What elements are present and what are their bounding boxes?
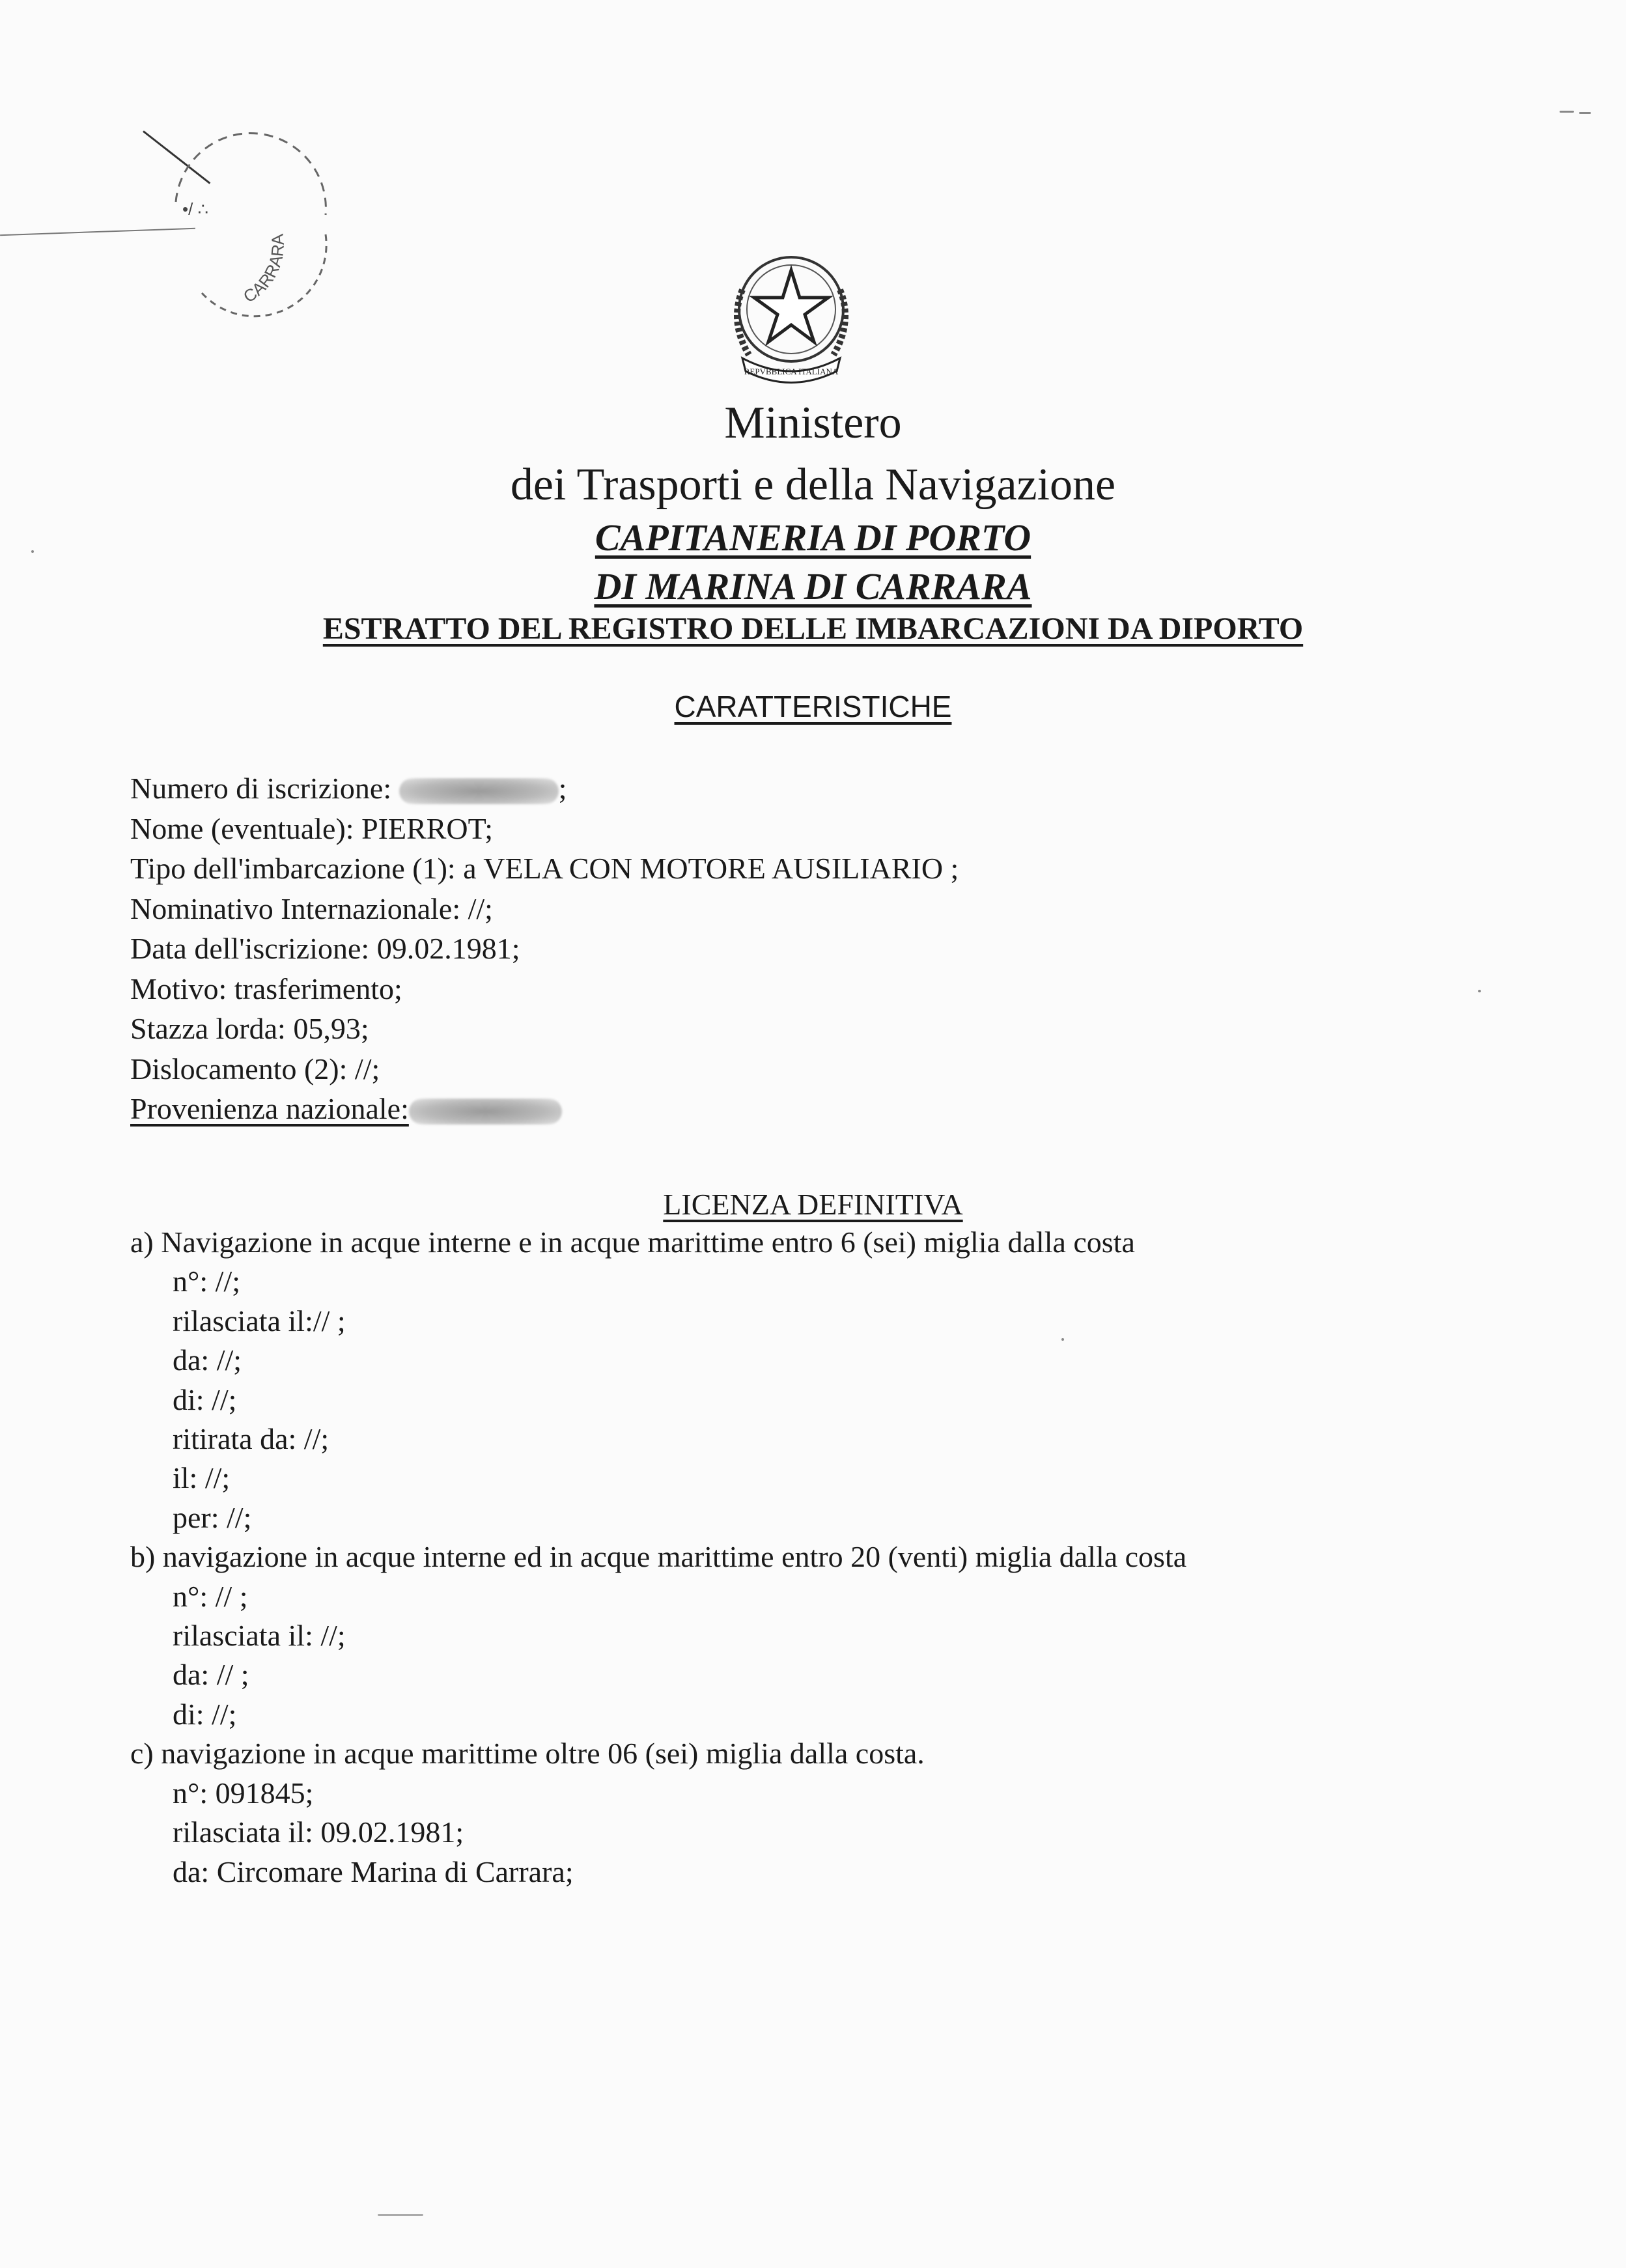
numero-iscrizione-end: ; [558, 772, 567, 805]
office-line-1: CAPITANERIA DI PORTO [595, 516, 1031, 559]
licenza-sections [130, 1223, 1563, 1892]
licenza-b-title: b) navigazione in acque interne ed in acque marittime entro 20 (venti) miglia dalla costa [130, 1540, 1187, 1574]
section-heading-caratteristiche: CARATTERISTICHE [674, 690, 952, 723]
licenza-b-line: n°: // ; [173, 1579, 248, 1613]
scan-speck [1560, 111, 1574, 113]
numero-iscrizione-label: Numero di iscrizione: [130, 772, 399, 805]
scan-speck [378, 2214, 423, 2216]
port-stamp-icon [130, 130, 339, 326]
office-line-2: DI MARINA DI CARRARA [594, 565, 1032, 608]
ministry-heading: Ministero [724, 398, 902, 448]
motivo-row: Motivo: trasferimento; [130, 972, 402, 1005]
scan-speck [1061, 1338, 1064, 1341]
numero-iscrizione-row [130, 768, 1498, 809]
ministry-name: dei Trasporti e della Navigazione [510, 460, 1116, 510]
provenienza-label: Provenienza nazionale: [130, 1092, 409, 1125]
licenza-b-line: da: // ; [173, 1658, 249, 1692]
licenza-a-line: per: //; [173, 1500, 252, 1534]
licenza-b-line: di: //; [173, 1697, 237, 1731]
svg-text:•/ ∴: •/ ∴ [182, 199, 209, 219]
stazza-row: Stazza lorda: 05,93; [130, 1012, 369, 1045]
licenza-c-line: da: Circomare Marina di Carrara; [173, 1855, 574, 1888]
repubblica-italiana-emblem-icon [723, 244, 860, 391]
caratteristiche-fields [130, 768, 1498, 1129]
licenza-a-line: rilasciata il:// ; [173, 1304, 346, 1337]
scan-speck [1478, 990, 1481, 992]
scan-speck [1579, 112, 1591, 114]
section-heading-licenza: LICENZA DEFINITIVA [663, 1188, 963, 1221]
svg-text:REPVBBLICA ITALIANA: REPVBBLICA ITALIANA [744, 367, 839, 376]
licenza-b-line: rilasciata il: //; [173, 1619, 346, 1653]
data-iscrizione-row: Data dell'iscrizione: 09.02.1981; [130, 932, 520, 965]
dislocamento-row: Dislocamento (2): //; [130, 1052, 380, 1085]
redacted-field [409, 1099, 562, 1125]
licenza-a-line: il: //; [173, 1461, 231, 1495]
licenza-a-title: a) Navigazione in acque interne e in acque marittime entro 6 (sei) miglia dalla costa [130, 1225, 1135, 1259]
tipo-row: Tipo dell'imbarcazione (1): a VELA CON MOTORE AUSILIARIO ; [130, 852, 959, 885]
scan-speck [31, 550, 34, 553]
document-title: ESTRATTO DEL REGISTRO DELLE IMBARCAZIONI DA DIPORTO [322, 611, 1304, 646]
licenza-a-line: n°: //; [173, 1265, 241, 1298]
licenza-c-line: n°: 091845; [173, 1776, 314, 1810]
svg-text:CARRARA: CARRARA [240, 233, 288, 307]
licenza-c-title: c) navigazione in acque marittime oltre 06 (sei) miglia dalla costa. [130, 1737, 925, 1771]
provenienza-row [130, 1089, 1498, 1129]
redacted-field [399, 778, 559, 804]
nome-row: Nome (eventuale): PIERROT; [130, 811, 493, 845]
licenza-a-line: ritirata da: //; [173, 1422, 329, 1456]
licenza-a-line: di: //; [173, 1382, 237, 1416]
licenza-c-line: rilasciata il: 09.02.1981; [173, 1815, 464, 1849]
licenza-a-line: da: //; [173, 1343, 242, 1377]
nominativo-row: Nominativo Internazionale: //; [130, 891, 493, 925]
